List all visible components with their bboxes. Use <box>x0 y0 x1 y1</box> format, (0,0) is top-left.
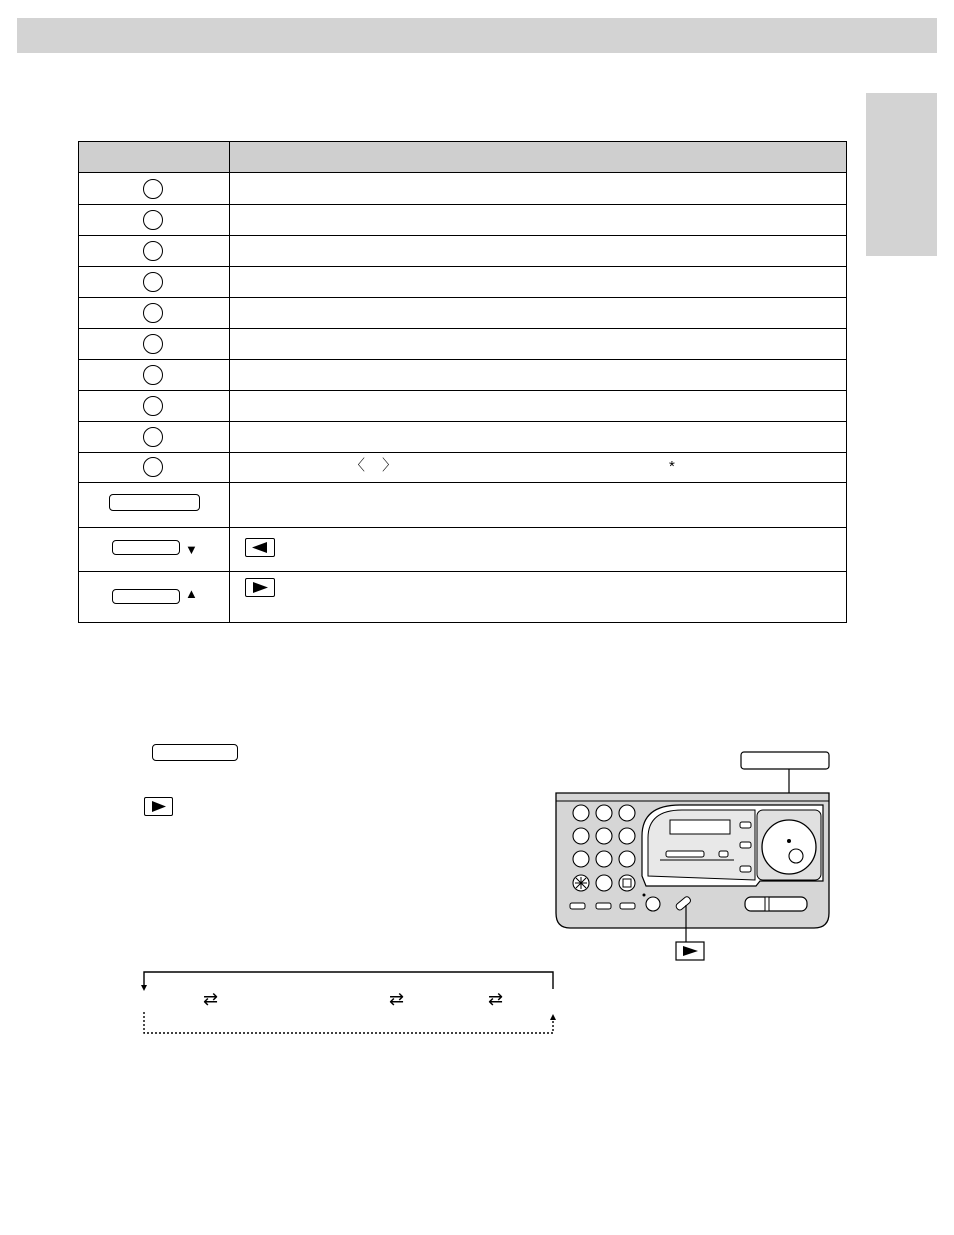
wide-key-icon <box>109 494 200 511</box>
row-divider <box>79 359 846 360</box>
row-divider <box>79 421 846 422</box>
bracket-right: 〉 <box>382 457 398 474</box>
up-arrow-icon: ▲ <box>185 586 198 601</box>
swap-arrow-icon: ⇄ <box>389 989 405 1009</box>
down-arrow-icon: ▼ <box>185 542 198 557</box>
dial-key-label-icon <box>741 752 829 769</box>
jog-dial-icon <box>762 820 816 874</box>
circle-key-icon <box>143 427 163 447</box>
column-divider <box>229 142 230 622</box>
chapter-side-tab <box>866 93 937 256</box>
table-header-row <box>79 142 846 173</box>
right-triangle-icon <box>245 578 275 597</box>
swap-arrow-icon: ⇄ <box>488 989 504 1009</box>
circle-key-icon <box>143 241 163 261</box>
row-divider <box>79 204 846 205</box>
row-divider <box>79 297 846 298</box>
step-key-icon <box>152 744 238 761</box>
circle-key-icon <box>143 179 163 199</box>
circle-key-icon <box>143 396 163 416</box>
circle-key-icon <box>143 365 163 385</box>
asterisk-symbol: * <box>669 458 675 475</box>
key-function-table <box>78 141 847 623</box>
row-divider <box>79 328 846 329</box>
row-divider <box>79 235 846 236</box>
row-divider <box>79 266 846 267</box>
bracket-left: 〈 <box>350 457 366 474</box>
left-triangle-icon <box>245 538 275 557</box>
circle-key-icon <box>143 303 163 323</box>
row-divider <box>79 571 846 572</box>
right-triangle-icon <box>144 797 173 816</box>
circle-key-icon <box>143 272 163 292</box>
row-divider <box>79 527 846 528</box>
circle-key-icon <box>143 334 163 354</box>
circle-key-icon <box>143 210 163 230</box>
swap-arrow-icon: ⇄ <box>203 989 219 1009</box>
fax-machine-illustration <box>550 748 840 963</box>
key-up-icon <box>112 589 180 604</box>
row-divider <box>79 452 846 453</box>
row-divider <box>79 390 846 391</box>
page-header-bar <box>17 18 937 53</box>
row-divider <box>79 482 846 483</box>
circle-key-icon <box>143 457 163 477</box>
key-down-icon <box>112 540 180 555</box>
